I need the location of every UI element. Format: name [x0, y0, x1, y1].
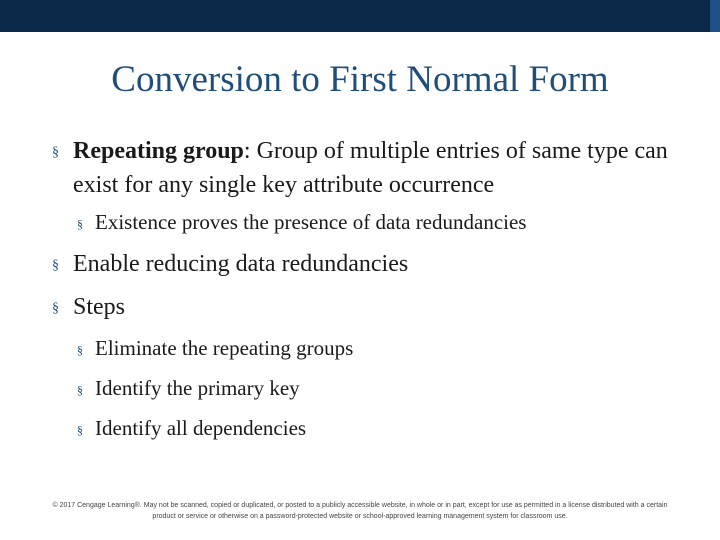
- bullet-separator: :: [243, 138, 251, 164]
- copyright-footer: © 2017 Cengage Learning®. May not be scanned, copied or duplicated, or posted to a publicly accessible website, in whole or in part, except for use as permitted in a license distributed with a certain product or service or otherwise on a password-protected website or school-approved learning management system for classroom use.: [52, 502, 668, 520]
- sub-bullet-existence: [77, 207, 675, 237]
- slide-title: Conversion to First Normal Form: [111, 59, 609, 100]
- bullet-definition: Group of multiple entries of same type can exist for any single key attribute occurrence: [73, 138, 668, 198]
- sub-bullet-text: Identify the primary key: [95, 376, 300, 400]
- bullet-marker-icon: §: [52, 145, 59, 160]
- bullet-marker-icon: §: [77, 217, 83, 231]
- bullet-text: Enable reducing data redundancies: [73, 251, 409, 277]
- bullet-marker-icon: §: [77, 343, 83, 357]
- bullet-enable-reducing: [52, 247, 673, 281]
- bullet-steps: [52, 290, 673, 324]
- sub-bullet-primary-key: [77, 373, 675, 403]
- top-banner-accent: [710, 0, 720, 32]
- sub-bullet-text: Existence proves the presence of data redundancies: [95, 210, 527, 234]
- sub-bullet-dependencies: [77, 413, 675, 443]
- sub-bullet-eliminate: [77, 333, 675, 363]
- sub-bullet-text: Identify all dependencies: [95, 416, 307, 440]
- bullet-marker-icon: §: [52, 258, 59, 273]
- bullet-marker-icon: §: [77, 383, 83, 397]
- bullet-repeating-group: [52, 134, 673, 202]
- bullet-text: [73, 134, 673, 202]
- bullet-text: Steps: [73, 294, 126, 320]
- bullet-marker-icon: §: [77, 423, 83, 437]
- sub-bullet-text: Eliminate the repeating groups: [95, 336, 354, 360]
- bullet-term: Repeating group: [73, 138, 244, 164]
- bullet-marker-icon: §: [52, 301, 59, 316]
- top-banner: [0, 0, 720, 32]
